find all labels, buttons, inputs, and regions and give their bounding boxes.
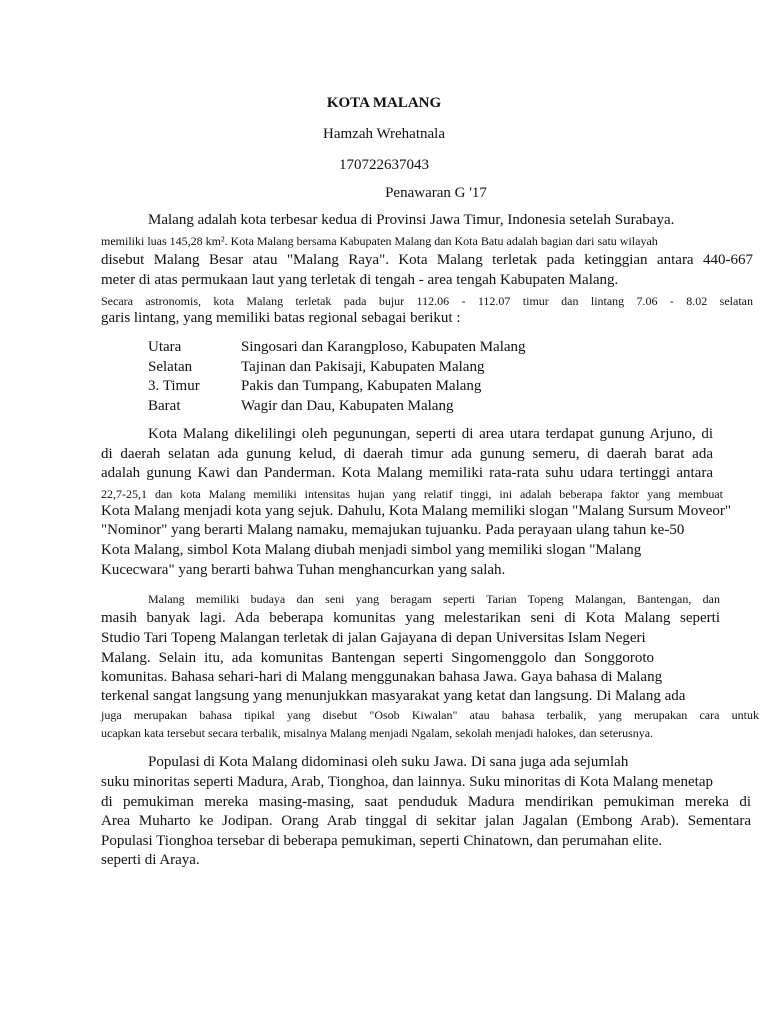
paragraph-line: di daerah selatan ada gunung kelud, di daerah timur ada gunung semeru, di daerah barat ada [101, 446, 713, 462]
paragraph-line: Malang. Selain itu, ada komunitas Bantengan seperti Singomenggolo dan Songgoroto [101, 650, 654, 666]
paragraph-line: meter di atas permukaan laut yang terletak di tengah - area tengah Kabupaten Malang. [101, 272, 619, 288]
paragraph-line: terkenal sangat langsung yang menunjukkan masyarakat yang ketat dan langsung. Di Malang ada [101, 688, 686, 704]
paragraph-line: komunitas. Bahasa sehari-hari di Malang menggunakan bahasa Jawa. Gaya bahasa di Malang [101, 669, 663, 685]
boundary-row [148, 396, 453, 416]
boundary-value: Pakis dan Tumpang, Kabupaten Malang [241, 378, 482, 394]
paragraph-line: Populasi Tionghoa tersebar di beberapa pemukiman, seperti Chinatown, dan perumahan elite. [101, 833, 663, 849]
paragraph-line: Kota Malang dikelilingi oleh pegunungan, seperti di area utara terdapat gunung Arjuno, di [148, 426, 713, 442]
boundary-value: Tajinan dan Pakisaji, Kabupaten Malang [241, 359, 485, 375]
paragraph-line: Kota Malang menjadi kota yang sejuk. Dahulu, Kota Malang memiliki slogan "Malang Sursum Moveor" [101, 503, 732, 519]
boundary-row [148, 337, 526, 357]
course-label: Penawaran G '17 [385, 185, 487, 201]
paragraph-line: garis lintang, yang memiliki batas regional sebagai berikut : [101, 310, 461, 326]
author-name: Hamzah Wrehatnala [323, 126, 445, 142]
paragraph-line: juga merupakan bahasa tipikal yang disebut "Osob Kiwalan" atau bahasa terbalik, yang merupakan cara untuk [101, 708, 759, 722]
paragraph-line: suku minoritas seperti Madura, Arab, Tionghoa, dan lainnya. Suku minoritas di Kota Malang menetap [101, 774, 713, 790]
paragraph-line: Secara astronomis, kota Malang terletak pada bujur 112.06 - 112.07 timur dan lintang 7.06 - 8.02 selatan [101, 294, 753, 308]
paragraph-line: "Nominor" yang berarti Malang namaku, memajukan tujuanku. Pada perayaan ulang tahun ke-50 [101, 522, 685, 538]
boundary-value: Singosari dan Karangploso, Kabupaten Malang [241, 339, 526, 355]
boundary-direction: Barat [148, 398, 181, 414]
boundary-value: Wagir dan Dau, Kabupaten Malang [241, 398, 454, 414]
paragraph-line: Populasi di Kota Malang didominasi oleh suku Jawa. Di sana juga ada sejumlah [148, 754, 629, 770]
boundary-direction: 3. Timur [148, 378, 200, 394]
paragraph-line: Malang memiliki budaya dan seni yang beragam seperti Tarian Topeng Malangan, Bantengan, dan [148, 592, 720, 606]
student-id: 170722637043 [339, 157, 429, 173]
document-title: KOTA MALANG [326, 95, 442, 111]
boundary-row [148, 357, 484, 377]
paragraph-line: Kota Malang, simbol Kota Malang diubah menjadi simbol yang memiliki slogan "Malang [101, 542, 642, 558]
paragraph-line: memiliki luas 145,28 km². Kota Malang bersama Kabupaten Malang dan Kota Batu adalah bagian dari satu wilayah [101, 234, 658, 248]
boundary-row [148, 376, 481, 396]
paragraph-line: ucapkan kata tersebut secara terbalik, misalnya Malang menjadi Ngalam, sekolah menjadi halokes, dan seterusnya. [101, 726, 654, 740]
paragraph-line: Malang adalah kota terbesar kedua di Provinsi Jawa Timur, Indonesia setelah Surabaya. [148, 212, 675, 228]
paragraph-line: di pemukiman mereka masing-masing, saat penduduk Madura mendirikan pemukiman mereka di [101, 794, 751, 810]
paragraph-line: 22,7-25,1 dan kota Malang memiliki intensitas hujan yang relatif tinggi, ini adalah beberapa faktor yang membuat [101, 487, 723, 501]
boundary-direction: Utara [148, 339, 182, 355]
paragraph-line: Kucecwara" yang berarti bahwa Tuhan menghancurkan yang salah. [101, 562, 506, 578]
paragraph-line: seperti di Araya. [101, 852, 200, 868]
paragraph-line: Area Muharto ke Jodipan. Orang Arab tinggal di sekitar jalan Jagalan (Embong Arab). Sementara [101, 813, 751, 829]
paragraph-line: adalah gunung Kawi dan Panderman. Kota Malang memiliki rata-rata suhu udara tertinggi antara [101, 465, 713, 481]
paragraph-line: disebut Malang Besar atau "Malang Raya". Kota Malang terletak pada ketinggian antara 440-667 [101, 252, 753, 268]
boundary-direction: Selatan [148, 359, 193, 375]
paragraph-line: masih banyak lagi. Ada beberapa komunitas yang melestarikan seni di Kota Malang seperti [101, 610, 720, 626]
paragraph-line: Studio Tari Topeng Malangan terletak di jalan Gajayana di depan Universitas Islam Negeri [101, 630, 646, 646]
